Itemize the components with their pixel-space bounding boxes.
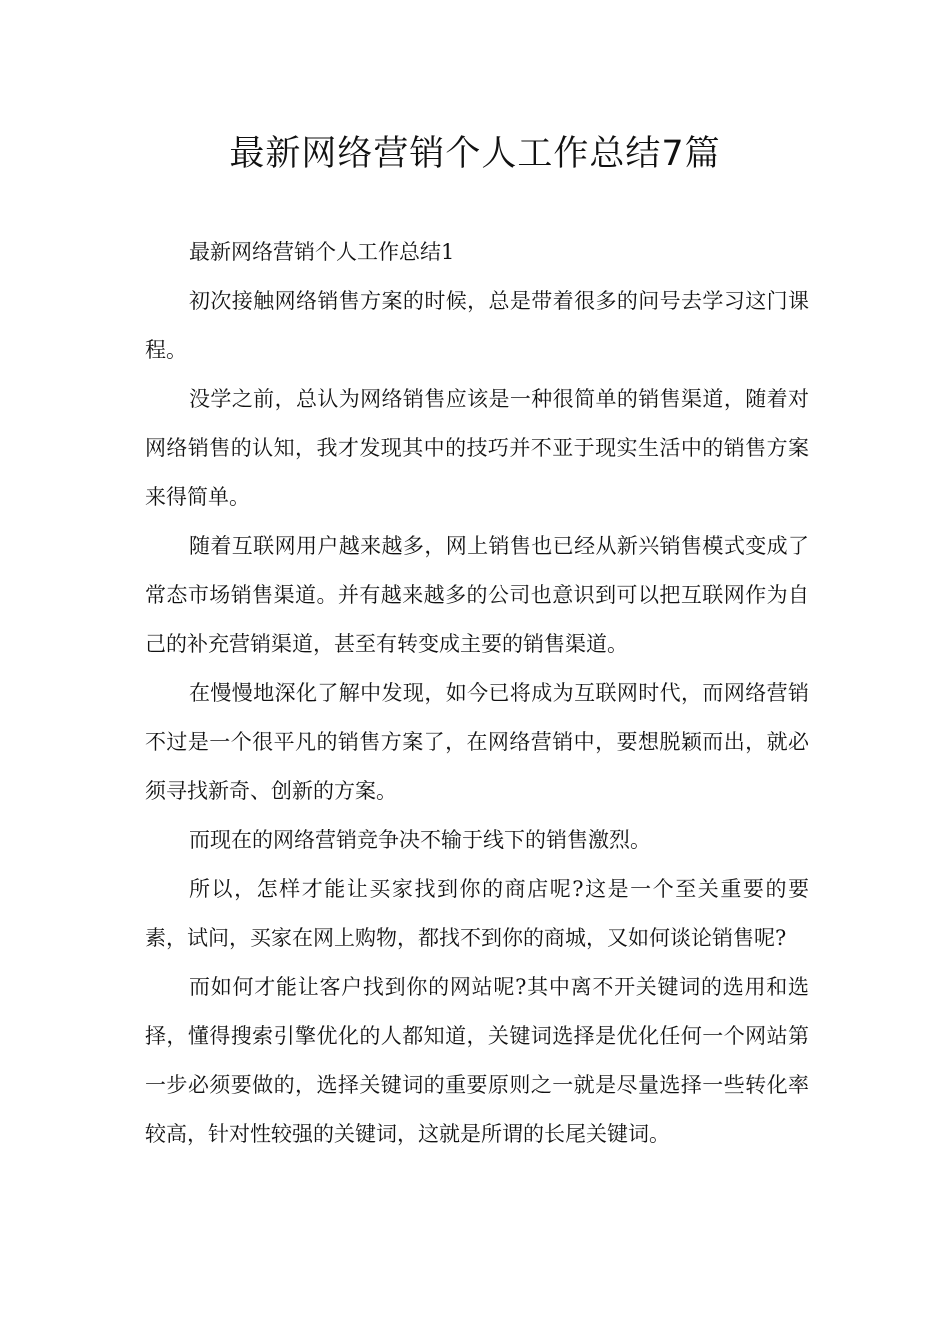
paragraph: 而如何才能让客户找到你的网站呢?其中离不开关键词的选用和选择，懂得搜索引擎优化的人都知道，关键词选择是优化任何一个网站第一步必须要做的，选择关键词的重要原则之一就是尽量选择一些转化率较高，针对性较强的关键词，这就是所谓的长尾关键词。 bbox=[145, 975, 809, 1146]
section-heading: 最新网络营销个人工作总结1 bbox=[189, 240, 455, 264]
paragraph: 随着互联网用户越来越多，网上销售也已经从新兴销售模式变成了常态市场销售渠道。并有越来越多的公司也意识到可以把互联网作为自己的补充营销渠道，甚至有转变成主要的销售渠道。 bbox=[145, 534, 809, 656]
document-title: 最新网络营销个人工作总结7篇 bbox=[229, 134, 721, 174]
document-body bbox=[145, 228, 809, 1159]
paragraph: 没学之前，总认为网络销售应该是一种很简单的销售渠道，随着对网络销售的认知，我才发现其中的技巧并不亚于现实生活中的销售方案来得简单。 bbox=[145, 387, 809, 509]
paragraph: 而现在的网络营销竞争决不输于线下的销售激烈。 bbox=[189, 828, 651, 852]
paragraph: 初次接触网络销售方案的时候，总是带着很多的问号去学习这门课程。 bbox=[145, 289, 809, 362]
paragraph: 在慢慢地深化了解中发现，如今已将成为互联网时代，而网络营销不过是一个很平凡的销售方案了，在网络营销中，要想脱颖而出，就必须寻找新奇、创新的方案。 bbox=[145, 681, 809, 803]
paragraph: 所以，怎样才能让买家找到你的商店呢?这是一个至关重要的要素，试问，买家在网上购物，都找不到你的商城，又如何谈论销售呢? bbox=[145, 877, 809, 950]
